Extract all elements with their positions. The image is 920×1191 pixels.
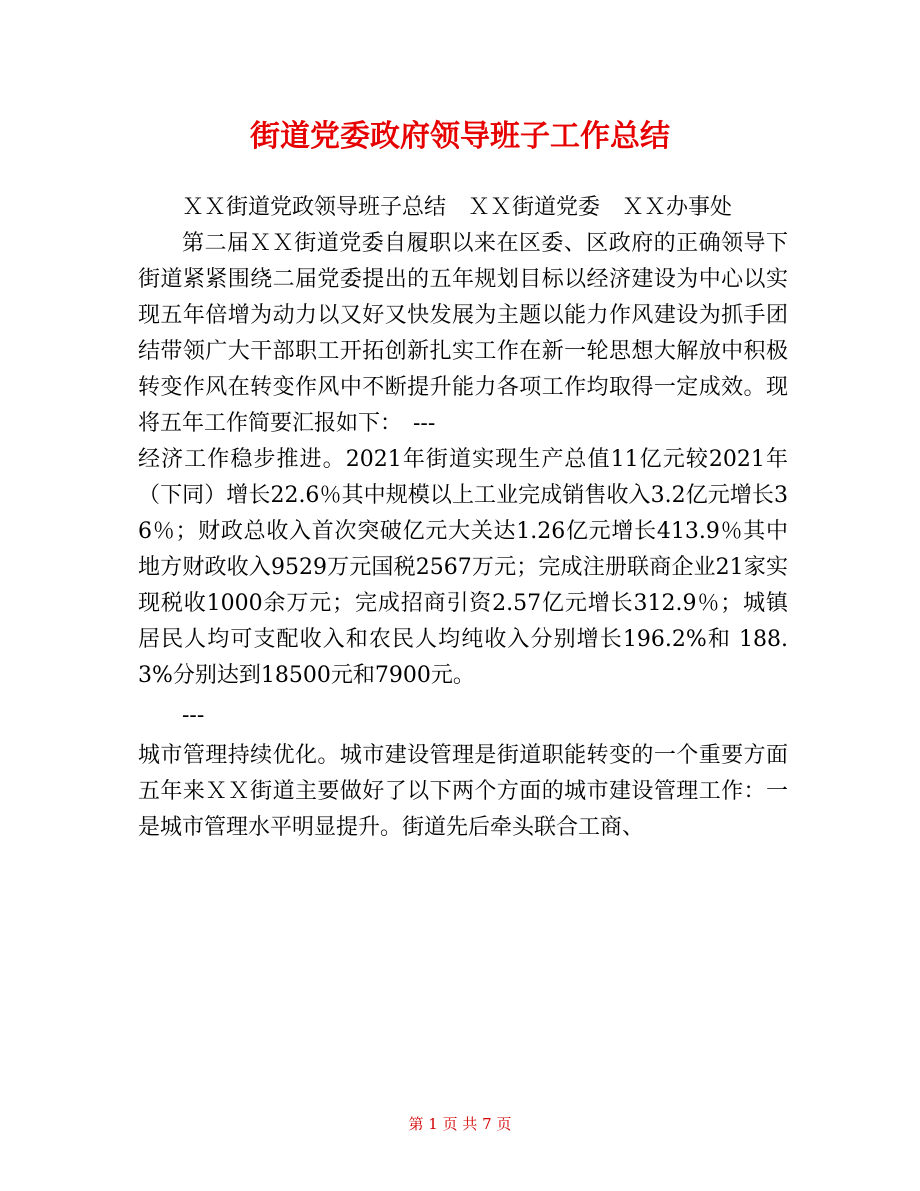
page-footer: 第 1 页 共 7 页	[408, 1115, 512, 1133]
heading-line-paragraph: ＸＸ街道党政领导班子总结 ＸＸ街道党委 ＸＸ办事处	[182, 195, 733, 220]
separator-line: ---	[182, 703, 205, 728]
intro-paragraph: 第二届ＸＸ街道党委自履职以来在区委、区政府的正确领导下街道紧紧围绕二届党委提出的五年规划目标以经济建设为中心以实现五年倍增为动力以又好又快发展为主题以能力作风建设为抓手团结带领广大干部职工开拓创新扎实工作在新一轮思想大解放中积极转变作风在转变作风中不断提升能力各项工作均取得一定成效。现将五年工作简要汇报如下： ---	[138, 231, 788, 436]
economy-paragraph: 经济工作稳步推进。2021年街道实现生产总值11亿元较2021年（下同）增长22.6％其中规模以上工业完成销售收入3.2亿元增长36％；财政总收入首次突破亿元大关达1.26亿元增长413.9％其中地方财政收入9529万元国税2567万元；完成注册联商企业21家实现税收1000余万元；完成招商引资2.57亿元增长312.9％；城镇居民人均可支配收入和农民人均纯收入分别增长196.2%和 188.3%分别达到18500元和7900元。	[138, 447, 788, 688]
document-title: 街道党委政府领导班子工作总结	[250, 119, 670, 154]
city-paragraph: 城市管理持续优化。城市建设管理是街道职能转变的一个重要方面五年来ＸＸ街道主要做好了以下两个方面的城市建设管理工作：一是城市管理水平明显提升。街道先后牵头联合工商、	[138, 743, 788, 840]
document-body	[138, 190, 788, 846]
